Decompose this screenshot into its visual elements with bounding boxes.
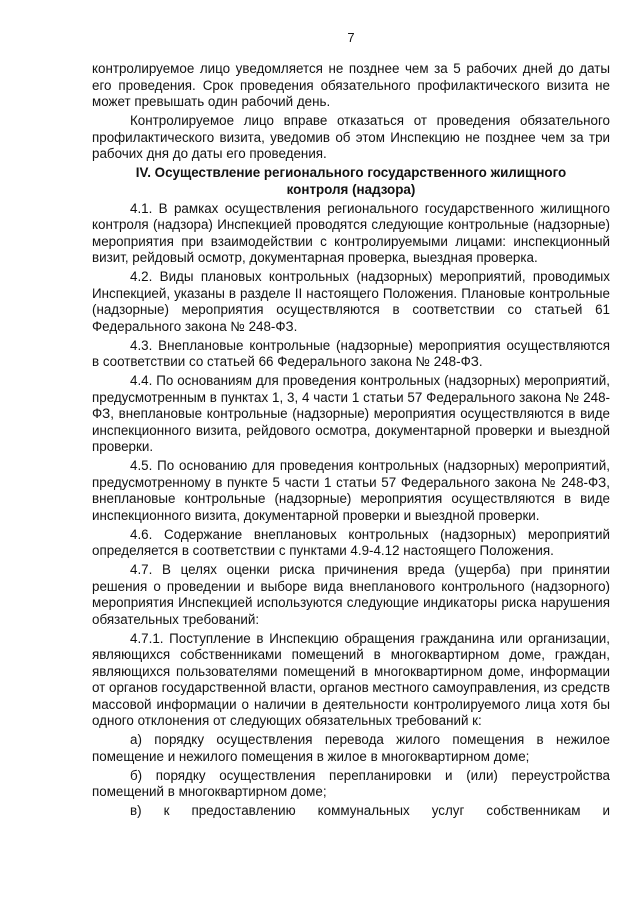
document-page <box>92 0 610 905</box>
list-item-a: а) порядку осуществления перевода жилого помещения в нежилое помещение и нежилого помещения в жилое в многоквартирном доме; <box>92 732 610 764</box>
paragraph-visit-notice: контролируемое лицо уведомляется не позднее чем за 5 рабочих дней до даты его проведения. Срок проведения обязательного профилактического визита не может превышать один рабочий день. <box>92 61 610 109</box>
section-heading: IV. Осуществление регионального государственного жилищного контроля (надзора) <box>135 165 567 197</box>
paragraph-4-5: 4.5. По основанию для проведения контрольных (надзорных) мероприятий, предусмотренному в пункте 5 части 1 статьи 57 Федерального закона № 248-ФЗ, внеплановые контрольные (надзорные) мероприятия осуществляются в виде инспекционного визита, документарной проверки и выездной проверки. <box>92 458 610 523</box>
paragraph-visit-refusal: Контролируемое лицо вправе отказаться от проведения обязательного профилактического визита, уведомив об этом Инспекцию не позднее чем за три рабочих дня до даты его проведения. <box>92 113 610 161</box>
page-number: 7 <box>347 30 355 45</box>
list-item-v: в) к предоставлению коммунальных услуг собственникам и <box>130 803 610 818</box>
paragraph-4-2: 4.2. Виды плановых контрольных (надзорных) мероприятий, проводимых Инспекцией, указаны в разделе II настоящего Положения. Плановые контрольные (надзорные) мероприятия осуществляются в соответствии со статьей 61 Федерального закона № 248-ФЗ. <box>92 269 610 334</box>
list-item-b: б) порядку осуществления перепланировки и (или) переустройства помещений в многоквартирном доме; <box>92 767 610 799</box>
document-body <box>92 61 610 822</box>
paragraph-4-1: 4.1. В рамках осуществления регионального государственного жилищного контроля (надзора) Инспекцией проводятся следующие контрольные (надзорные) мероприятия при взаимодействии с контролируемыми лицами: инспекционный визит, рейдовый осмотр, документарная проверка, выездная проверка. <box>92 200 610 265</box>
paragraph-4-7: 4.7. В целях оценки риска причинения вреда (ущерба) при принятии решения о проведении и выборе вида внепланового контрольного (надзорного) мероприятия Инспекцией используются следующие индикаторы риска нарушения обязательных требований: <box>92 562 610 627</box>
paragraph-4-4: 4.4. По основаниям для проведения контрольных (надзорных) мероприятий, предусмотренным в пунктах 1, 3, 4 части 1 статьи 57 Федерального закона № 248-ФЗ, внеплановые контрольные (надзорные) мероприятия осуществляются в виде инспекционного визита, рейдового осмотра, документарной проверки и выездной проверки. <box>92 373 610 454</box>
paragraph-4-7-1: 4.7.1. Поступление в Инспекцию обращения гражданина или организации, являющихся собственниками помещений в многоквартирном доме, граждан, являющихся пользователями помещений в многоквартирном доме, информации от органов государственной власти, органов местного самоуправления, из средств массовой информации о наличии в деятельности контролируемого лица хотя бы одного отклонения от следующих обязательных требований к: <box>92 630 610 728</box>
paragraph-4-6: 4.6. Содержание внеплановых контрольных (надзорных) мероприятий определяется в соответствии с пунктами 4.9-4.12 настоящего Положения. <box>92 526 610 558</box>
paragraph-4-3: 4.3. Внеплановые контрольные (надзорные) мероприятия осуществляются в соответствии со статьей 66 Федерального закона № 248-ФЗ. <box>92 337 610 369</box>
